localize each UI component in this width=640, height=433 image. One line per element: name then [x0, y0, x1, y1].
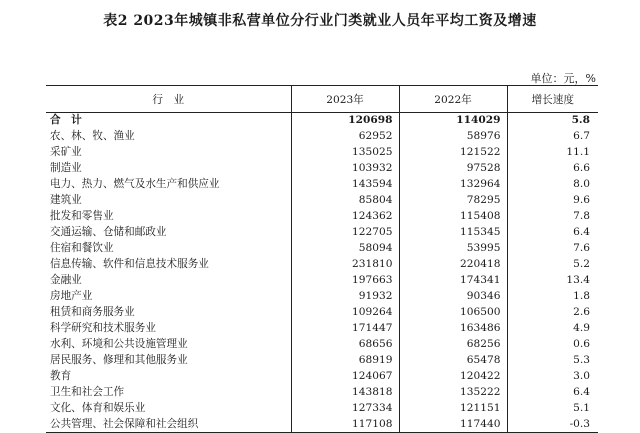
value-2023-cell: 58094	[291, 241, 399, 257]
table-row	[46, 305, 598, 321]
industry-cell: 采矿业	[50, 146, 82, 158]
industry-cell: 水利、环境和公共设施管理业	[50, 338, 188, 350]
table-row	[46, 401, 598, 417]
value-2023-cell: 143818	[291, 385, 399, 401]
growth-cell: 6.7	[507, 129, 598, 145]
value-2022-cell: 68256	[399, 337, 507, 353]
table-row	[46, 273, 598, 289]
value-2022-cell: 115408	[399, 209, 507, 225]
table-row	[46, 417, 598, 433]
value-2023-cell: 117108	[291, 417, 399, 433]
value-2022-cell: 174341	[399, 273, 507, 289]
value-2023-cell: 68656	[291, 337, 399, 353]
header-industry: 行 业	[46, 86, 291, 113]
growth-cell: 0.6	[507, 337, 598, 353]
table-row	[46, 369, 598, 385]
growth-cell: 9.6	[507, 193, 598, 209]
header-2022: 2022年	[399, 86, 507, 113]
table-row	[46, 209, 598, 225]
table-row	[46, 353, 598, 369]
table-row	[46, 257, 598, 273]
growth-cell: 5.2	[507, 257, 598, 273]
table-row	[46, 193, 598, 209]
industry-cell: 农、林、牧、渔业	[50, 130, 135, 142]
table-row	[46, 241, 598, 257]
industry-cell: 批发和零售业	[50, 210, 114, 222]
growth-cell: 6.4	[507, 225, 598, 241]
table-row	[46, 321, 598, 337]
value-2023-cell: 120698	[291, 113, 399, 129]
value-2023-cell: 171447	[291, 321, 399, 337]
value-2022-cell: 220418	[399, 257, 507, 273]
value-2023-cell: 103932	[291, 161, 399, 177]
growth-cell: 5.3	[507, 353, 598, 369]
value-2022-cell: 65478	[399, 353, 507, 369]
value-2023-cell: 85804	[291, 193, 399, 209]
value-2022-cell: 106500	[399, 305, 507, 321]
value-2023-cell: 122705	[291, 225, 399, 241]
table-row	[46, 337, 598, 353]
header-growth: 增长速度	[507, 86, 598, 113]
growth-cell: 4.9	[507, 321, 598, 337]
value-2023-cell: 135025	[291, 145, 399, 161]
value-2023-cell: 127334	[291, 401, 399, 417]
value-2023-cell: 91932	[291, 289, 399, 305]
industry-cell: 制造业	[50, 162, 82, 174]
value-2023-cell: 143594	[291, 177, 399, 193]
table-row	[46, 289, 598, 305]
value-2022-cell: 117440	[399, 417, 507, 433]
industry-cell: 交通运输、仓储和邮政业	[50, 226, 167, 238]
growth-cell: 7.8	[507, 209, 598, 225]
industry-cell: 房地产业	[50, 290, 93, 302]
growth-cell: 5.1	[507, 401, 598, 417]
value-2022-cell: 121151	[399, 401, 507, 417]
value-2022-cell: 114029	[399, 113, 507, 129]
value-2023-cell: 197663	[291, 273, 399, 289]
growth-cell: 6.6	[507, 161, 598, 177]
industry-cell: 金融业	[50, 274, 82, 286]
table-row-total	[46, 113, 598, 129]
value-2022-cell: 121522	[399, 145, 507, 161]
value-2023-cell: 62952	[291, 129, 399, 145]
growth-cell: 7.6	[507, 241, 598, 257]
industry-cell: 教育	[50, 370, 72, 382]
table-row	[46, 145, 598, 161]
unit-note: 单位：元，%	[530, 72, 596, 85]
growth-cell: -0.3	[507, 417, 598, 433]
industry-cell: 科学研究和技术服务业	[50, 322, 156, 334]
value-2022-cell: 163486	[399, 321, 507, 337]
industry-cell: 居民服务、修理和其他服务业	[50, 354, 188, 366]
value-2022-cell: 58976	[399, 129, 507, 145]
growth-cell: 2.6	[507, 305, 598, 321]
growth-cell: 3.0	[507, 369, 598, 385]
value-2022-cell: 115345	[399, 225, 507, 241]
value-2023-cell: 231810	[291, 257, 399, 273]
industry-cell: 合 计	[50, 114, 82, 127]
table-header-row	[46, 86, 598, 113]
wage-table	[46, 85, 598, 433]
table-row	[46, 177, 598, 193]
growth-cell: 5.8	[507, 113, 598, 129]
industry-cell: 电力、热力、燃气及水生产和供应业	[50, 178, 220, 190]
table-row	[46, 129, 598, 145]
table-row	[46, 161, 598, 177]
value-2023-cell: 124067	[291, 369, 399, 385]
industry-cell: 卫生和社会工作	[50, 386, 125, 398]
table-row	[46, 385, 598, 401]
table-title: 表2 2023年城镇非私营单位分行业门类就业人员年平均工资及增速	[103, 13, 537, 29]
value-2022-cell: 53995	[399, 241, 507, 257]
growth-cell: 6.4	[507, 385, 598, 401]
value-2023-cell: 109264	[291, 305, 399, 321]
industry-cell: 建筑业	[50, 194, 82, 206]
growth-cell: 1.8	[507, 289, 598, 305]
growth-cell: 13.4	[507, 273, 598, 289]
value-2022-cell: 120422	[399, 369, 507, 385]
value-2022-cell: 90346	[399, 289, 507, 305]
value-2023-cell: 68919	[291, 353, 399, 369]
header-2023: 2023年	[291, 86, 399, 113]
industry-cell: 公共管理、社会保障和社会组织	[46, 417, 291, 433]
value-2022-cell: 78295	[399, 193, 507, 209]
value-2023-cell: 124362	[291, 209, 399, 225]
value-2022-cell: 97528	[399, 161, 507, 177]
industry-cell: 住宿和餐饮业	[50, 242, 114, 254]
industry-cell: 租赁和商务服务业	[50, 306, 135, 318]
table-row	[46, 225, 598, 241]
value-2022-cell: 132964	[399, 177, 507, 193]
growth-cell: 8.0	[507, 177, 598, 193]
table-body	[46, 113, 598, 433]
industry-cell: 文化、体育和娱乐业	[50, 402, 146, 414]
growth-cell: 11.1	[507, 145, 598, 161]
value-2022-cell: 135222	[399, 385, 507, 401]
industry-cell: 信息传输、软件和信息技术服务业	[50, 258, 209, 270]
